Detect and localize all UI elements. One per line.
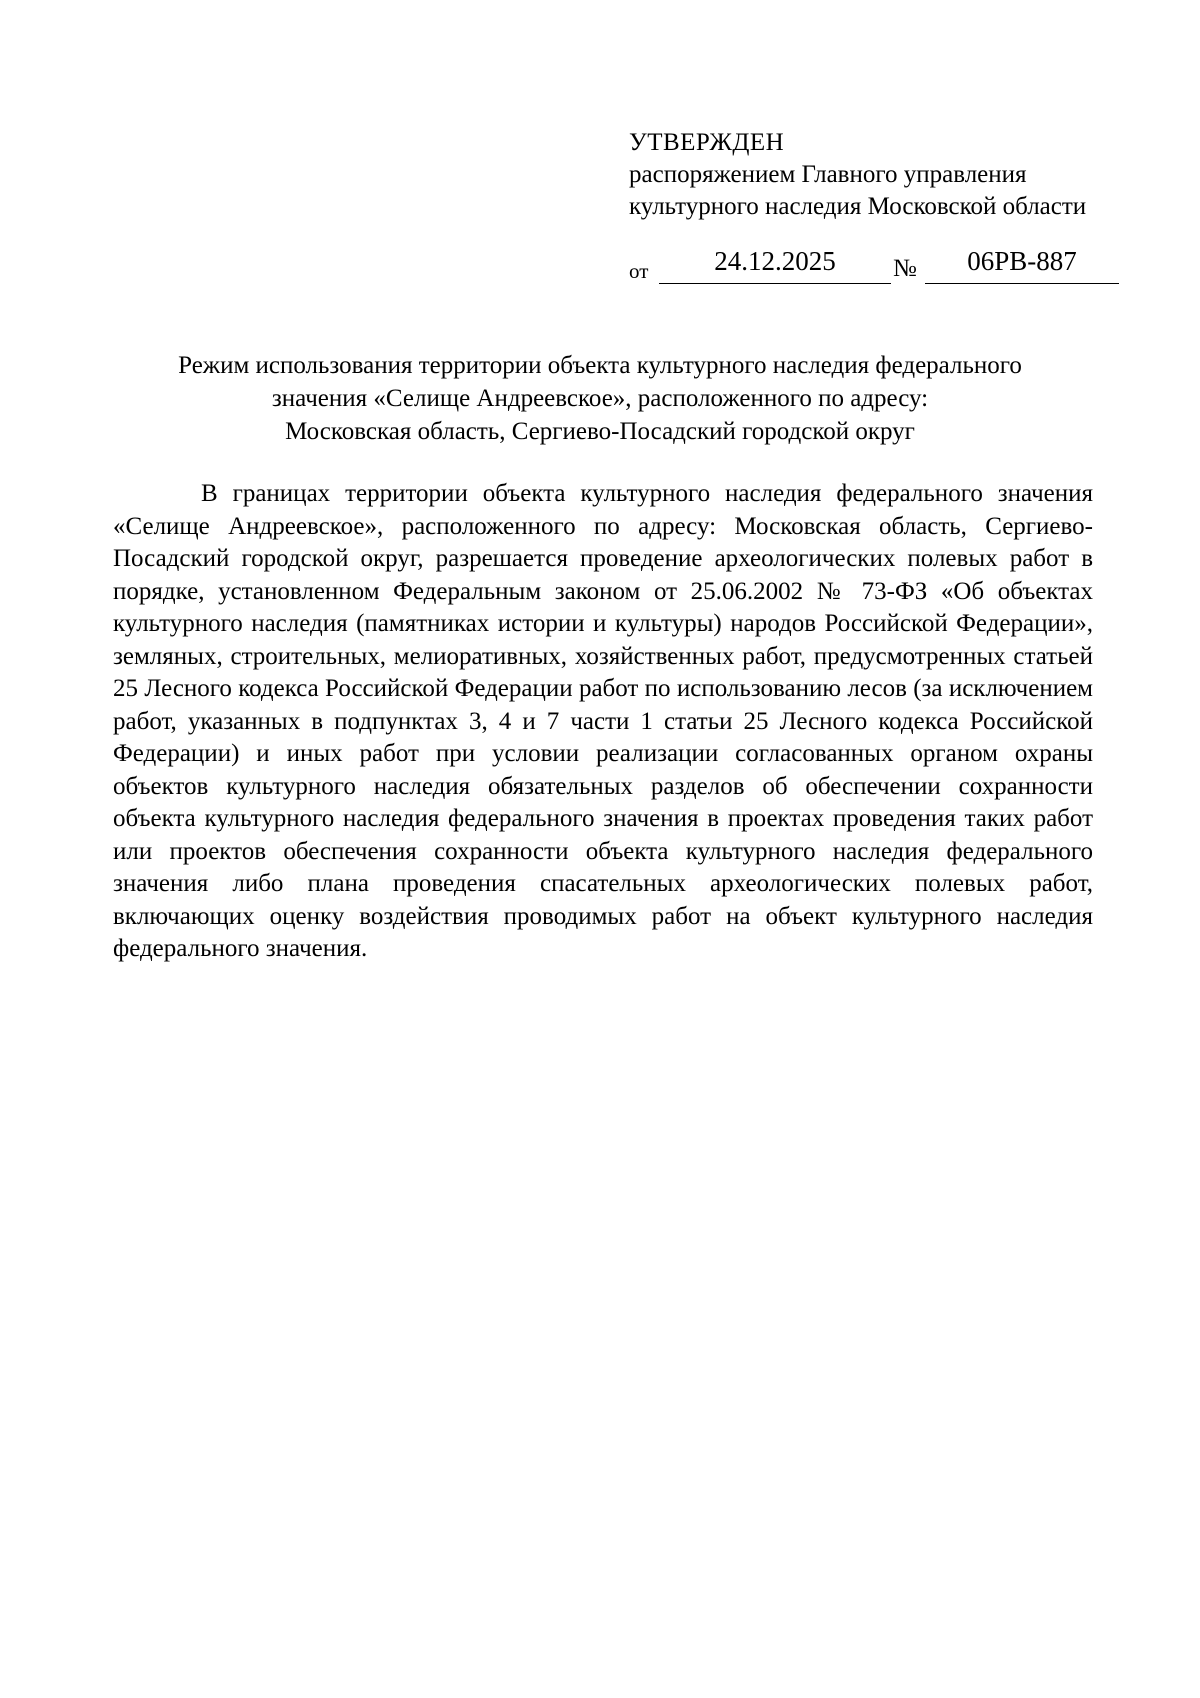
title-line-3: Московская область, Сергиево-Посадский городской округ	[285, 418, 915, 445]
date-prefix: от	[629, 259, 649, 283]
approval-stamp	[629, 127, 1149, 223]
order-date-number-row	[629, 245, 1119, 285]
body-paragraph: В границах территории объекта культурного наследия федерального значения «Селище Андреевское», расположенного по адресу: Московская область, Сергиево-Посадский городской округ, разрешается проведение археологических полевых работ в порядке, установленном Федеральным законом от 25.06.2002 № 73-ФЗ «Об объектах культурного наследия (памятниках истории и культуры) народов Российской Федерации», земляных, строительных, мелиоративных, хозяйственных работ, предусмотренных статьей 25 Лесного кодекса Российской Федерации работ по использованию лесов (за исключением работ, указанных в подпунктах 3, 4 и 7 части 1 статьи 25 Лесного кодекса Российской Федерации) и иных работ при условии реализации согласованных органом охраны объектов культурного наследия обязательных разделов об обеспечении сохранности объекта культурного наследия федерального значения в проектах проведения таких работ или проектов обеспечения сохранности объекта культурного наследия федерального значения либо плана проведения спасательных археологических полевых работ, включающих оценку воздействия проводимых работ на объект культурного наследия федерального значения.	[113, 480, 1093, 962]
approval-line-2: культурного наследия Московской области	[629, 193, 1087, 220]
document-title	[110, 349, 1090, 448]
order-number: 06РВ-887	[925, 245, 1119, 284]
title-line-1: Режим использования территории объекта культурного наследия федерального	[178, 352, 1022, 379]
approval-title: УТВЕРЖДЕН	[629, 129, 785, 156]
title-line-2: значения «Селище Андреевское», расположенного по адресу:	[271, 385, 929, 412]
order-date: 24.12.2025	[659, 245, 891, 284]
number-sign: №	[893, 255, 917, 282]
approval-line-1: распоряжением Главного управления	[629, 161, 1027, 188]
